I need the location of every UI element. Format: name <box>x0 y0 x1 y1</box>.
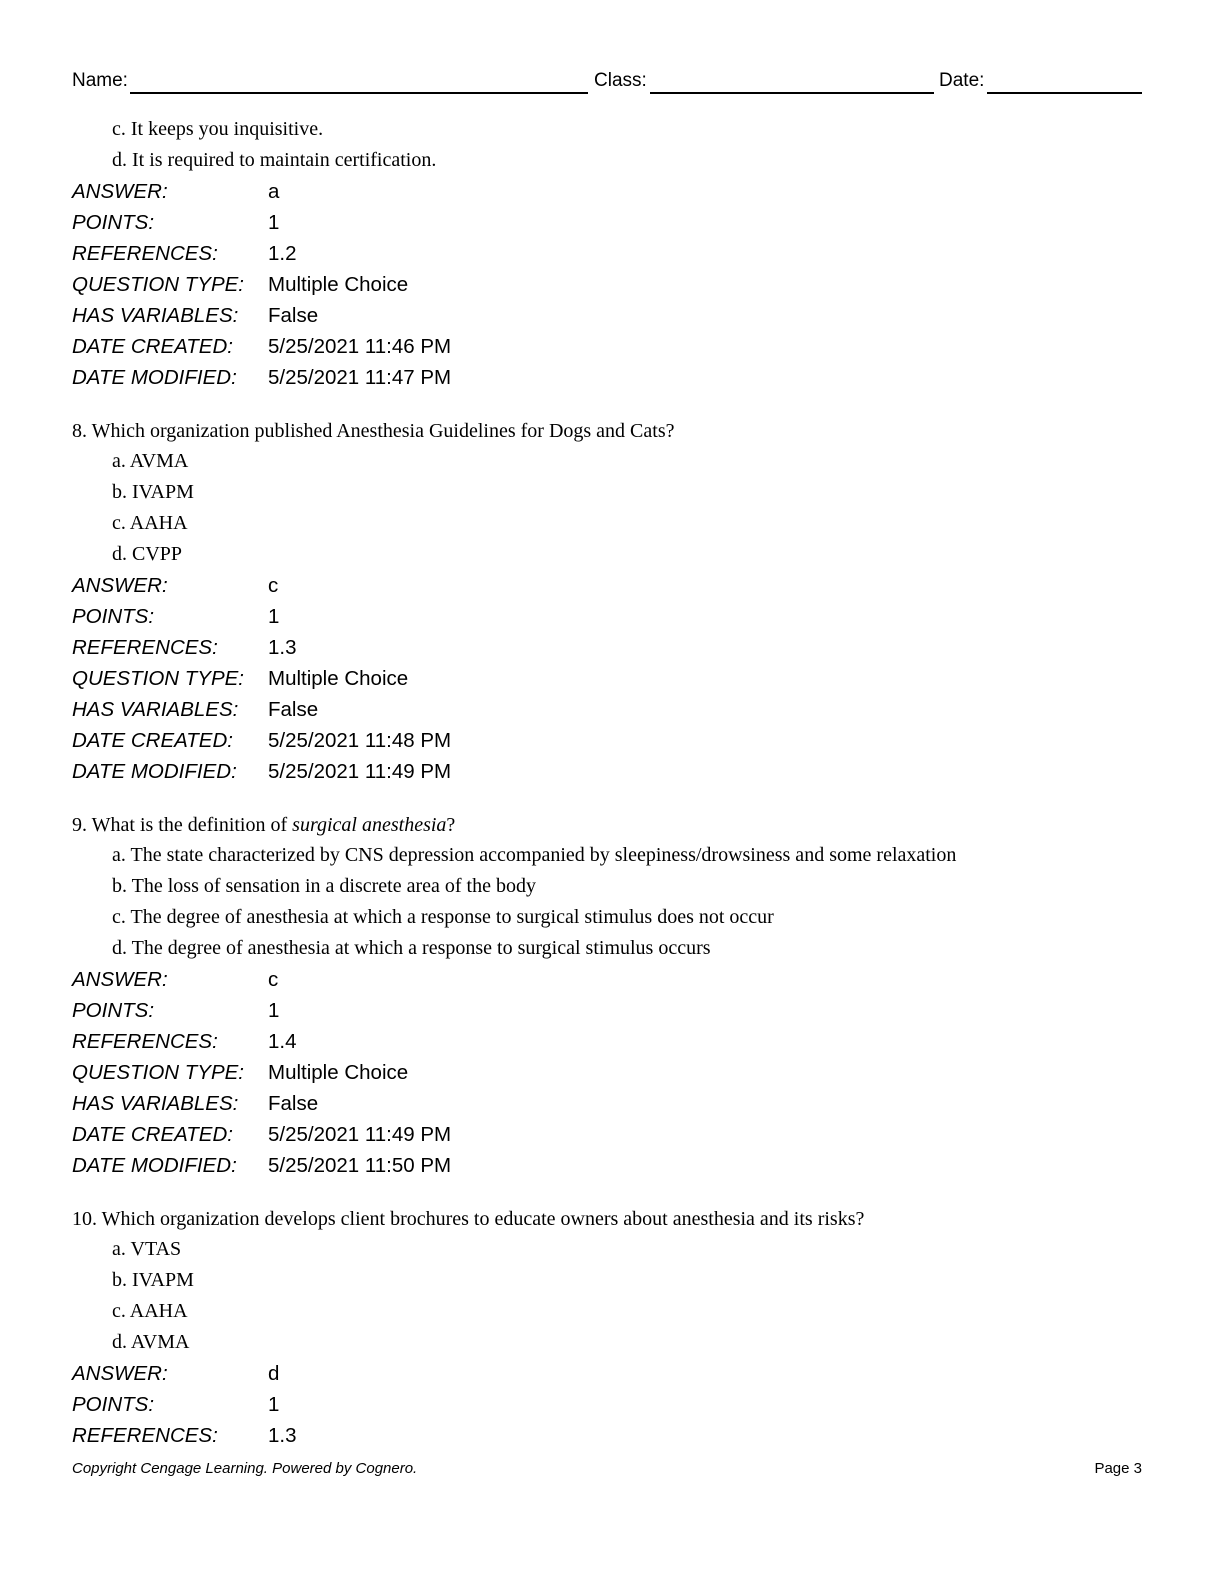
date-created-label: DATE CREATED: <box>72 335 233 358</box>
answer-row <box>72 964 1152 995</box>
points-row <box>72 995 1152 1026</box>
has-variables-row <box>72 1088 1152 1119</box>
question-text: 10. Which organization develops client brochures to educate owners about anesthesia and its risks? <box>72 1208 865 1230</box>
question-type-label: QUESTION TYPE: <box>72 667 244 690</box>
question-10-block <box>72 1204 1152 1451</box>
date-created-row <box>72 331 1152 362</box>
date-modified-row <box>72 756 1152 787</box>
points-row <box>72 601 1152 632</box>
answer-option: d. AVMA <box>112 1331 190 1353</box>
answer-row <box>72 176 1152 207</box>
date-created-label: DATE CREATED: <box>72 729 233 752</box>
references-value: 1.3 <box>268 1424 297 1447</box>
date-created-value: 5/25/2021 11:48 PM <box>268 729 452 752</box>
has-variables-label: HAS VARIABLES: <box>72 698 239 721</box>
has-variables-label: HAS VARIABLES: <box>72 1092 239 1115</box>
references-row <box>72 632 1152 663</box>
answer-option: d. CVPP <box>112 543 183 565</box>
question-type-row <box>72 663 1152 694</box>
answer-value: c <box>268 574 279 597</box>
points-value: 1 <box>268 211 280 234</box>
date-created-label: DATE CREATED: <box>72 1123 233 1146</box>
answer-value: d <box>268 1362 280 1385</box>
references-value: 1.2 <box>268 242 297 265</box>
question-type-row <box>72 1057 1152 1088</box>
has-variables-label: HAS VARIABLES: <box>72 304 239 327</box>
copyright-text: Copyright Cengage Learning. Powered by Cognero. <box>72 1460 418 1477</box>
date-modified-value: 5/25/2021 11:50 PM <box>268 1154 452 1177</box>
question-text <box>72 810 1152 840</box>
page-header <box>72 70 1142 96</box>
question-type-row <box>72 269 1152 300</box>
has-variables-row <box>72 300 1152 331</box>
has-variables-row <box>72 694 1152 725</box>
references-label: REFERENCES: <box>72 1424 218 1447</box>
page-footer <box>72 1460 1142 1480</box>
name-field-line[interactable] <box>130 92 588 94</box>
points-value: 1 <box>268 999 280 1022</box>
references-row <box>72 1420 1152 1451</box>
question-type-value: Multiple Choice <box>268 667 409 690</box>
date-label: Date: <box>939 70 985 91</box>
references-row <box>72 238 1152 269</box>
points-row <box>72 1389 1152 1420</box>
references-label: REFERENCES: <box>72 1030 218 1053</box>
question-8-block <box>72 416 1152 787</box>
answer-option: b. IVAPM <box>112 481 194 503</box>
points-label: POINTS: <box>72 605 155 628</box>
question-type-value: Multiple Choice <box>268 273 409 296</box>
answer-value: c <box>268 968 279 991</box>
answer-option: d. It is required to maintain certification. <box>112 149 437 171</box>
has-variables-value: False <box>268 698 319 721</box>
references-value: 1.4 <box>268 1030 297 1053</box>
date-created-row <box>72 725 1152 756</box>
answer-label: ANSWER: <box>72 968 168 991</box>
question-type-label: QUESTION TYPE: <box>72 273 244 296</box>
date-modified-label: DATE MODIFIED: <box>72 760 237 783</box>
question-type-value: Multiple Choice <box>268 1061 409 1084</box>
answer-option: b. IVAPM <box>112 1269 194 1291</box>
answer-row <box>72 570 1152 601</box>
date-modified-value: 5/25/2021 11:49 PM <box>268 760 452 783</box>
references-label: REFERENCES: <box>72 636 218 659</box>
date-created-row <box>72 1119 1152 1150</box>
references-label: REFERENCES: <box>72 242 218 265</box>
points-label: POINTS: <box>72 211 155 234</box>
references-row <box>72 1026 1152 1057</box>
date-modified-label: DATE MODIFIED: <box>72 1154 237 1177</box>
class-field-line[interactable] <box>650 92 934 94</box>
page-number: Page 3 <box>1094 1460 1142 1477</box>
name-label: Name: <box>72 70 128 91</box>
points-label: POINTS: <box>72 999 155 1022</box>
question-term: surgical anesthesia <box>292 814 447 836</box>
answer-option: c. The degree of anesthesia at which a response to surgical stimulus does not occur <box>112 906 774 928</box>
answer-row <box>72 1358 1152 1389</box>
question-list <box>72 114 1152 1451</box>
answer-option: b. The loss of sensation in a discrete area of the body <box>112 875 536 897</box>
question-9-block <box>72 810 1152 1181</box>
date-modified-label: DATE MODIFIED: <box>72 366 237 389</box>
answer-label: ANSWER: <box>72 574 168 597</box>
question-text: 8. Which organization published Anesthesia Guidelines for Dogs and Cats? <box>72 420 675 442</box>
answer-label: ANSWER: <box>72 1362 168 1385</box>
date-created-value: 5/25/2021 11:49 PM <box>268 1123 452 1146</box>
points-label: POINTS: <box>72 1393 155 1416</box>
class-label: Class: <box>594 70 647 91</box>
points-value: 1 <box>268 1393 280 1416</box>
date-modified-row <box>72 1150 1152 1181</box>
answer-option: a. AVMA <box>112 450 189 472</box>
question-suffix: ? <box>446 814 456 836</box>
points-row <box>72 207 1152 238</box>
has-variables-value: False <box>268 1092 319 1115</box>
references-value: 1.3 <box>268 636 297 659</box>
points-value: 1 <box>268 605 280 628</box>
question-7-block <box>72 114 1152 393</box>
date-modified-row <box>72 362 1152 393</box>
answer-label: ANSWER: <box>72 180 168 203</box>
date-created-value: 5/25/2021 11:46 PM <box>268 335 452 358</box>
answer-option: a. The state characterized by CNS depression accompanied by sleepiness/drowsiness and some relaxation <box>112 844 957 866</box>
answer-option: c. It keeps you inquisitive. <box>112 118 324 140</box>
answer-value: a <box>268 180 280 203</box>
date-modified-value: 5/25/2021 11:47 PM <box>268 366 452 389</box>
answer-option: a. VTAS <box>112 1238 182 1260</box>
answer-option: c. AAHA <box>112 1300 188 1322</box>
answer-option: d. The degree of anesthesia at which a response to surgical stimulus occurs <box>112 937 711 959</box>
date-field-line[interactable] <box>987 92 1142 94</box>
question-prefix: 9. What is the definition of <box>72 814 293 836</box>
answer-option: c. AAHA <box>112 512 188 534</box>
question-type-label: QUESTION TYPE: <box>72 1061 244 1084</box>
has-variables-value: False <box>268 304 319 327</box>
